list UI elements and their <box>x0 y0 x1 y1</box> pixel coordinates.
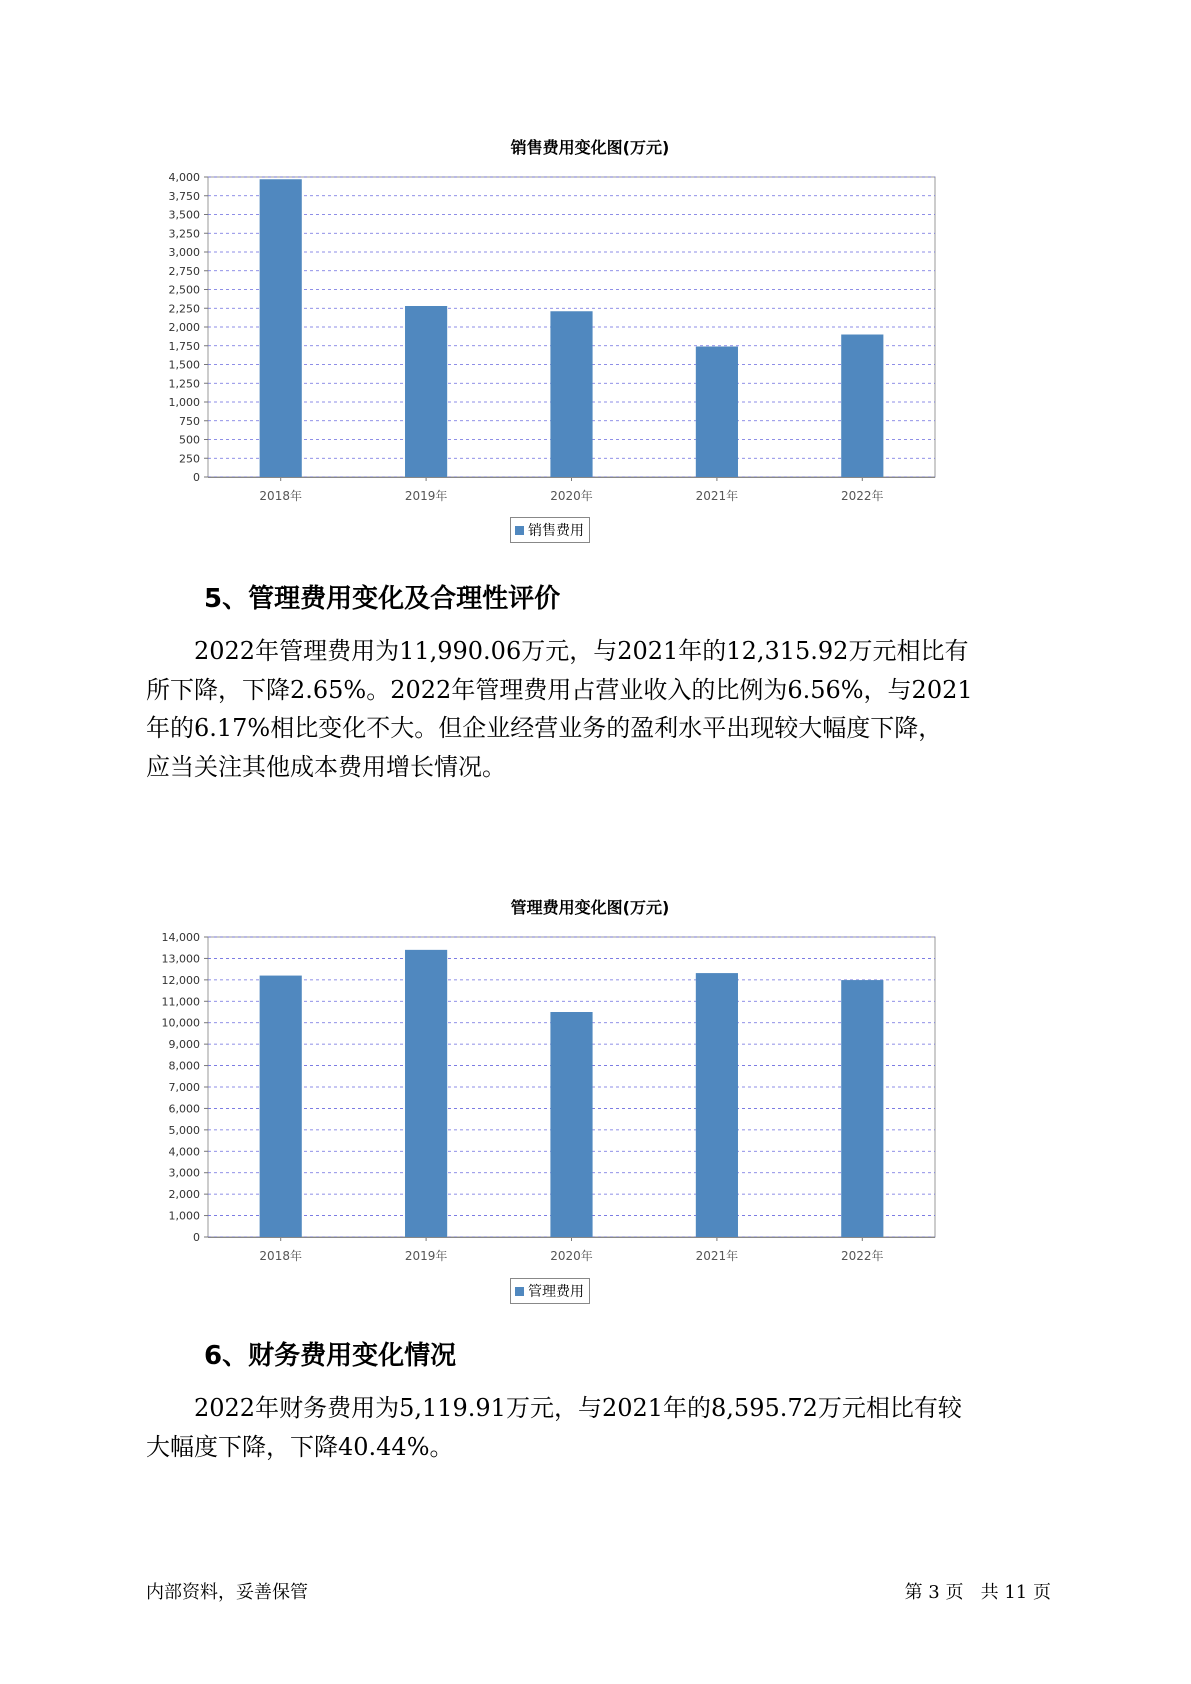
legend-label: 销售费用 <box>528 523 584 539</box>
chart-legend <box>510 1278 590 1304</box>
x-tick-label: 2018年 <box>259 1249 302 1263</box>
y-tick-label: 3,000 <box>168 246 200 259</box>
x-tick-label: 2019年 <box>404 1249 448 1263</box>
y-tick-label: 1,000 <box>168 396 200 409</box>
bar <box>405 950 447 1237</box>
paragraph-line: 大幅度下降，下降40.44%。 <box>146 1432 454 1461</box>
y-tick-label: 0 <box>193 471 200 484</box>
y-tick-label: 9,000 <box>168 1038 200 1052</box>
y-tick-label: 1,500 <box>168 358 200 372</box>
legend-label: 管理费用 <box>528 1284 584 1300</box>
bar <box>550 311 592 477</box>
section5-paragraph <box>146 632 1050 786</box>
y-tick-label: 1,750 <box>168 339 200 353</box>
bar <box>696 347 738 478</box>
x-tick-label: 2022年 <box>841 489 884 503</box>
bar <box>696 973 738 1237</box>
chart-legend <box>510 517 590 543</box>
bar <box>550 1012 592 1237</box>
paragraph-line: 2022年财务费用为5,119.91万元，与2021年的8,595.72万元相比有较 <box>146 1394 962 1422</box>
footer-confidential: 内部资料，妥善保管 <box>146 1582 308 1603</box>
y-tick-label: 6,000 <box>168 1102 200 1116</box>
x-tick-label: 2020年 <box>550 1249 593 1263</box>
paragraph-line: 年的6.17%相比变化不大。但企业经营业务的盈利水平出现较大幅度下降， <box>146 714 943 742</box>
bar <box>260 179 302 477</box>
x-tick-label: 2021年 <box>695 489 739 503</box>
bar <box>260 976 302 1237</box>
y-tick-label: 1,000 <box>168 1209 200 1223</box>
y-tick-label: 12,000 <box>161 973 200 987</box>
paragraph-line: 所下降，下降2.65%。2022年管理费用占营业收入的比例为6.56%，与2021 <box>146 675 973 704</box>
y-tick-label: 3,000 <box>168 1166 200 1180</box>
admin-chart-plot <box>150 925 1030 1265</box>
y-tick-label: 2,000 <box>168 1188 200 1202</box>
bar <box>841 335 883 478</box>
paragraph-line: 应当关注其他成本费用增长情况。 <box>146 752 506 781</box>
sales-chart <box>150 135 1030 555</box>
legend-swatch <box>515 1287 524 1296</box>
x-tick-label: 2021年 <box>695 1249 739 1263</box>
bar <box>841 980 883 1237</box>
x-tick-label: 2022年 <box>841 1249 884 1263</box>
bar <box>405 306 447 477</box>
y-tick-label: 13,000 <box>161 952 200 966</box>
y-tick-label: 750 <box>179 414 200 428</box>
chart-title: 销售费用变化图(万元) <box>510 138 670 157</box>
y-tick-label: 2,250 <box>168 302 200 316</box>
x-tick-label: 2018年 <box>259 489 302 503</box>
y-tick-label: 7,000 <box>168 1081 200 1094</box>
y-tick-label: 14,000 <box>161 931 200 944</box>
legend-swatch <box>515 526 524 535</box>
y-tick-label: 3,500 <box>168 208 200 222</box>
paragraph-line: 2022年管理费用为11,990.06万元，与2021年的12,315.92万元相比有 <box>146 637 969 665</box>
y-tick-label: 4,000 <box>168 171 200 184</box>
sales-chart-plot <box>150 165 1030 505</box>
y-tick-label: 1,250 <box>168 377 200 391</box>
section6-heading: 6、财务费用变化情况 <box>204 1341 457 1371</box>
x-tick-label: 2020年 <box>550 489 593 503</box>
admin-chart <box>150 895 1030 1315</box>
y-tick-label: 2,000 <box>168 321 200 334</box>
y-tick-label: 3,750 <box>168 189 200 203</box>
y-tick-label: 8,000 <box>168 1059 200 1073</box>
y-tick-label: 2,750 <box>168 264 200 278</box>
y-tick-label: 10,000 <box>161 1016 200 1030</box>
y-tick-label: 11,000 <box>161 995 200 1009</box>
x-tick-label: 2019年 <box>404 489 448 503</box>
section6-paragraph <box>146 1389 1050 1466</box>
y-tick-label: 250 <box>179 452 200 466</box>
y-tick-label: 500 <box>179 433 200 447</box>
y-tick-label: 2,500 <box>168 283 200 297</box>
section5-heading: 5、管理费用变化及合理性评价 <box>204 584 561 614</box>
y-tick-label: 0 <box>193 1231 200 1244</box>
chart-title: 管理费用变化图(万元) <box>510 898 670 917</box>
y-tick-label: 4,000 <box>168 1145 200 1159</box>
footer-page-number: 第 3 页 共 11 页 <box>904 1582 1051 1603</box>
y-tick-label: 5,000 <box>168 1123 200 1137</box>
y-tick-label: 3,250 <box>168 227 200 241</box>
